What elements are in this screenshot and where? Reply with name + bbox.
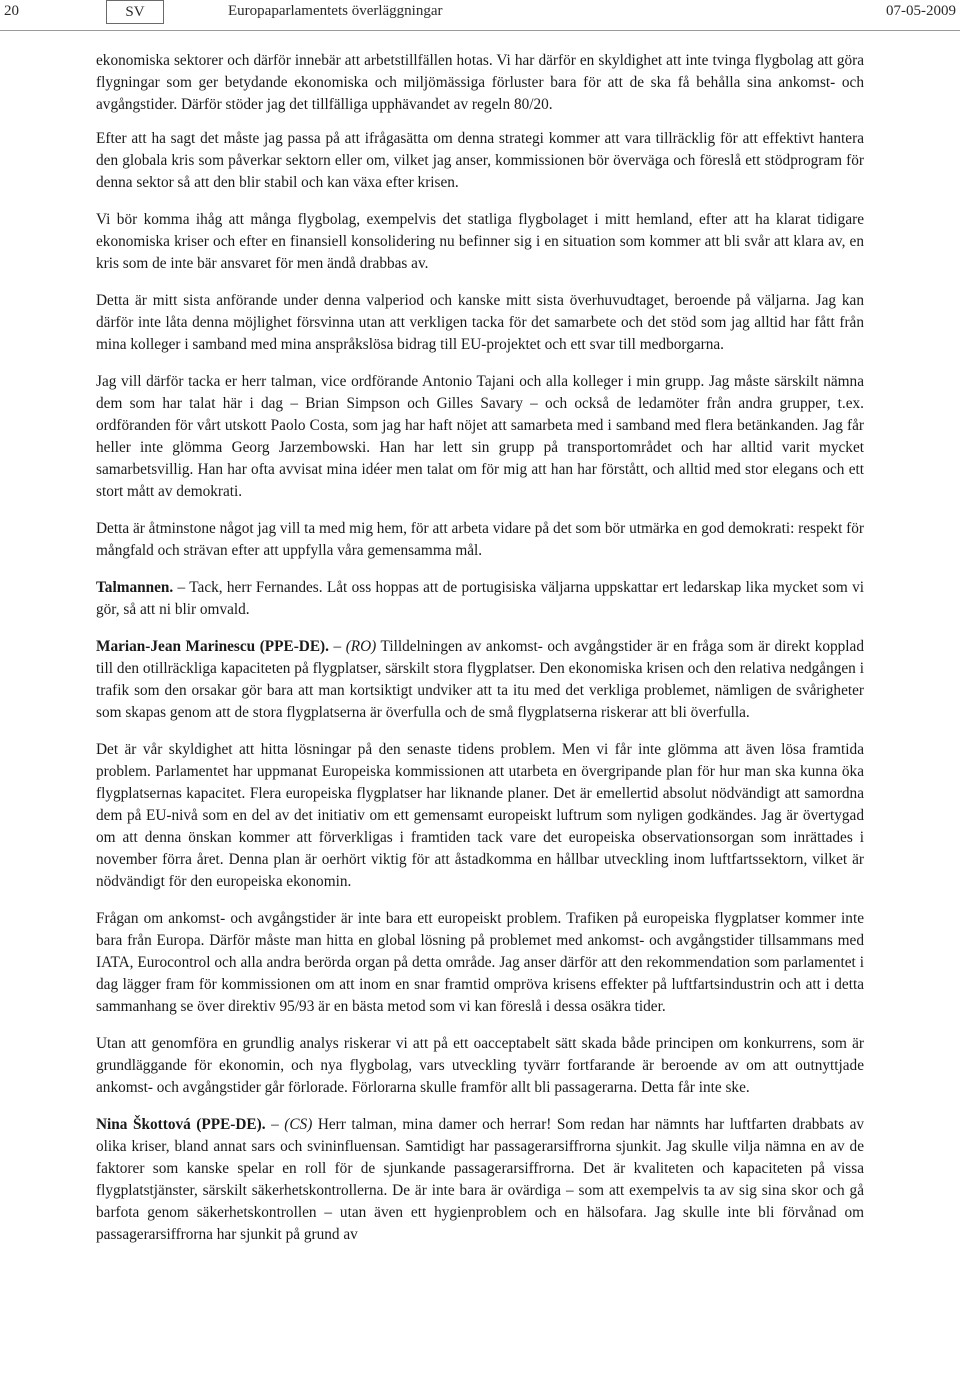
language-tag: (RO): [345, 638, 377, 655]
speech-text: Tilldelningen av ankomst- och avgångstider är en fråga som är direkt kopplad till den otillräckliga kapaciteten på flygplatser, särskilt stora flygplatser. Den ekonomiska krisen och den relativa nedgången i trafik som den orsakar gör bara att man kortsiktigt undviker att ta itu med det verkliga problemet, nämligen de svårigheter som skapas genom att de stora flygplatserna är överfulla och de små flygplatserna riskerar att bli överfulla.: [96, 638, 864, 721]
speaker-name: Talmannen.: [96, 579, 174, 596]
paragraph: Utan att genomföra en grundlig analys riskerar vi att på ett oacceptabelt sätt skada både principen om konkurrens, som är grundläggande för ekonomin, och nya flygbolag, vars utveckling tyvärr fortfarande är beroende av om att outnyttjade ankomst- och avgångstider går förlorade. Förlorarna skulle framför allt bli passagerarna. Detta får inte ske.: [96, 1035, 864, 1096]
speaker-paragraph: [96, 636, 864, 724]
paragraph: Frågan om ankomst- och avgångstider är inte bara ett europeiskt problem. Trafiken på europeiska flygplatser kommer inte bara från Europa. Därför måste man hitta en global lösning på problemet med ankomst- och avgångstider tillsammans med IATA, Eurocontrol och alla andra berörda organ på detta område. Jag anser därför att den rekommendation som parlamentet i dag lägger fram för kommissionen om att inom en snar framtid ompröva krisens effekter på luftfartsindustrin och att i detta sammanhang se över direktiv 95/93 är en bästa metod som vi kan föreslå i dessa osäkra tider.: [96, 910, 864, 1015]
paragraph: Jag vill därför tacka er herr talman, vice ordförande Antonio Tajani och alla kolleger i min grupp. Jag måste särskilt nämna dem som har talat här i dag – Brian Simpson och Gilles Savary – och också de ledamöter från andra grupper, t.ex. ordföranden för vårt utskott Paolo Costa, som jag har haft nöjet att samarbeta med i samband med flera betänkanden. Jag får heller inte glömma Georg Jarzembowski. Han har lett sin grupp på transportområdet och har alltid varit mycket samarbetsvillig. Han har ofta avvisat mina idéer men talat om för mig att han har förstått, och alltid med stor elegans och ett stort mått av demokrati.: [96, 373, 864, 500]
paragraph: Detta är mitt sista anförande under denna valperiod och kanske mitt sista överhuvudtaget, beroende på väljarna. Jag kan därför inte låta denna möjlighet försvinna utan att verkligen tacka för det samarbete och det stöd som jag alltid har fått från mina kolleger i samband med mina anspråkslösa bidrag till EU-projektet och ett svar till medborgarna.: [96, 292, 864, 353]
paragraph: Vi bör komma ihåg att många flygbolag, exempelvis det statliga flygbolaget i mitt hemland, efter att ha klarat tidigare ekonomiska kriser och efter en finansiell konsolidering nu befinner sig i en situation som kommer att bli svår att klara av, en kris som de inte bär ansvaret för men ändå drabbas av.: [96, 211, 864, 272]
speaker-name: Marian-Jean Marinescu (PPE-DE).: [96, 638, 329, 655]
speech-dash: –: [265, 1116, 285, 1133]
speaker-paragraph: [96, 577, 864, 621]
paragraph: Efter att ha sagt det måste jag passa på att ifrågasätta om denna strategi kommer att vara tillräcklig för att effektivt hantera den globala kris som påverkar sektorn eller om, vilket jag anser, kommissionen bör överväga och föreslå ett stödprogram för denna sektor så att den blir stabil och kan växa efter krisen.: [96, 130, 864, 191]
speech-dash: –: [328, 638, 346, 655]
language-tag: (CS): [284, 1116, 313, 1133]
page-number: 20: [4, 3, 19, 19]
document-date: 07-05-2009: [886, 3, 956, 19]
speaker-paragraph: [96, 1114, 864, 1246]
speech-text: Herr talman, mina damer och herrar! Som redan har nämnts har luftfarten drabbats av olika kriser, bland annat sars och svininfluensan. Samtidigt har passagerarsiffrorna sjunkit. Jag skulle vilja nämna en av de faktorer som kanske spelar en roll för de sjunkande passagerarsiffrorna. Det är kvaliteten och kapaciteten på vissa flygplatstjänster, särskilt säkerhetskontrollerna. De är inte bara är ovärdiga – som att exempelvis ta av sig sina skor och gå barfota genom säkerhetskontrollen – utan även ett hygienproblem och en hälsofara. Jag skulle inte bli förvånad om passagerarsiffrorna har sjunkit på grund av: [96, 1116, 865, 1243]
paragraph: Detta är åtminstone något jag vill ta med mig hem, för att arbeta vidare på det som bör utmärka en god demokrati: respekt för mångfald och strävan efter att uppfylla våra gemensamma mål.: [96, 520, 864, 559]
paragraph: Det är vår skyldighet att hitta lösningar på den senaste tidens problem. Men vi får inte glömma att även lösa framtida problem. Parlamentet har uppmanat Europeiska kommissionen att utarbeta en övergripande plan för hur man ska kunna öka flygplatsernas kapacitet. Flera europeiska flygplatser har liknande planer. Det är emellertid absolut nödvändigt att samordna dem på EU-nivå som en del av det initiativ om ett gemensamt europeiskt luftrum som nyligen godkändes. Jag är övertygad om att denna önskan kommer att förverkligas i framtiden tack vare det europeiska observationsorgan som inrättades i november förra året. Denna plan är oerhört viktig för att åstadkomma en hållbar utveckling inom luftfartssektorn, vilket är nödvändigt för den europeiska ekonomin.: [96, 741, 864, 890]
speech-text: – Tack, herr Fernandes. Låt oss hoppas att de portugisiska väljarna uppskattar ert ledarskap lika mycket som vi gör, så att ni blir omvald.: [96, 579, 864, 618]
page-header: [0, 0, 960, 31]
paragraph: ekonomiska sektorer och därför innebär att arbetstillfällen hotas. Vi har därför en skyldighet att inte tvinga flygbolag att göra flygningar som ger betydande ekonomiska och miljömässiga förluster bara för att de ska få behålla sina ankomst- och avgångstider. Därför stöder jag det tillfälliga upphävandet av regeln 80/20.: [96, 52, 864, 113]
language-code: SV: [106, 0, 164, 24]
document-title: Europaparlamentets överläggningar: [228, 3, 443, 19]
speaker-name: Nina Škottová (PPE-DE).: [96, 1116, 266, 1133]
document-body: [96, 50, 864, 1261]
